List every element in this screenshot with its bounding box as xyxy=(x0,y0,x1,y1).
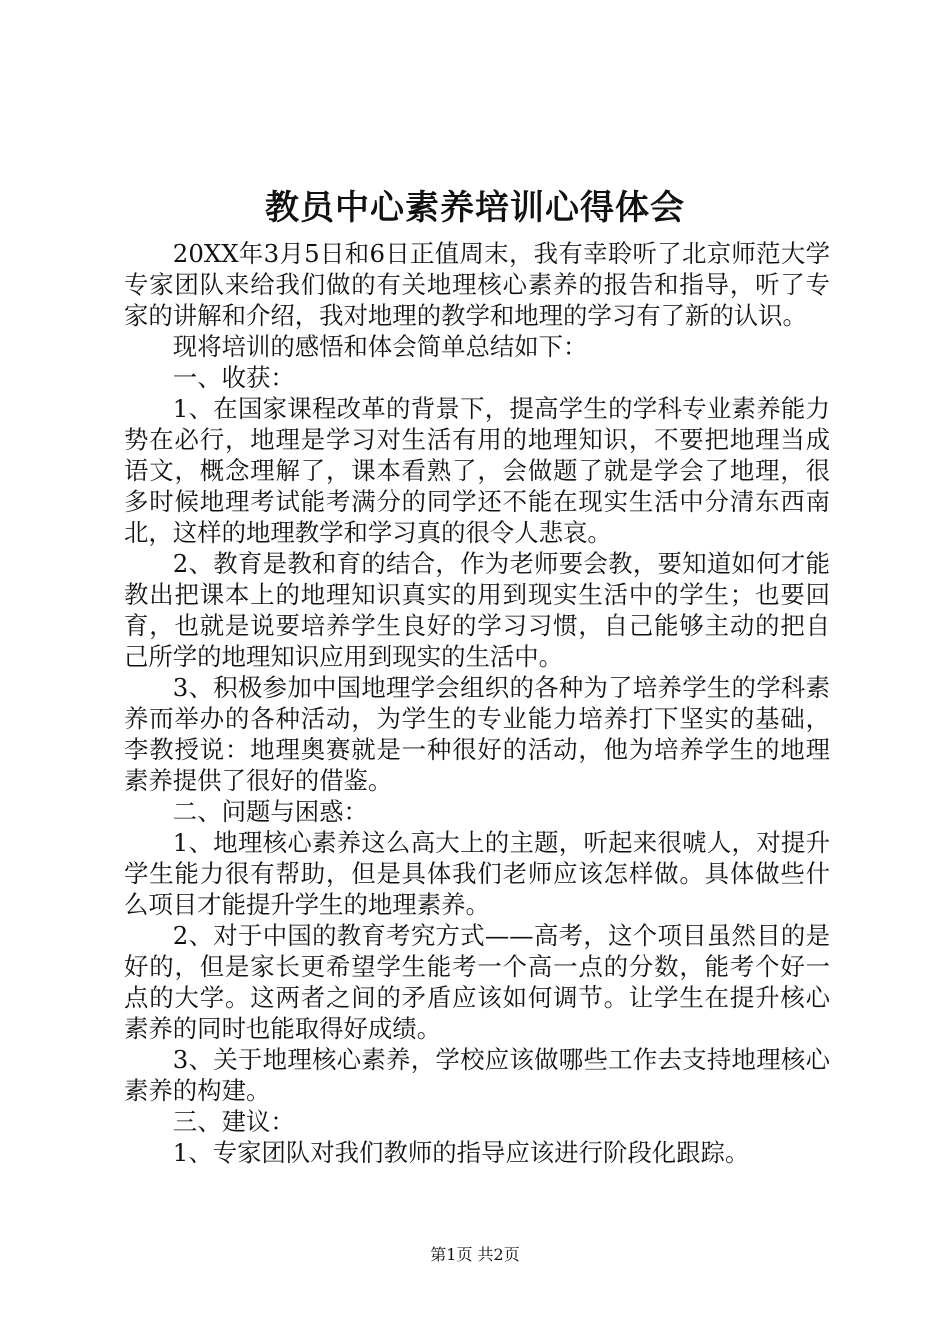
paragraph-suggestion-1: 1、专家团队对我们教师的指导应该进行阶段化跟踪。 xyxy=(172,1138,750,1167)
page-footer: 第1页 共2页 xyxy=(430,1245,520,1264)
section-heading-suggestions: 三、建议： xyxy=(172,1107,295,1136)
paragraph-gain-1: 1、在国家课程改革的背景下，提高学生的学科专业素养能力势在必行，地理是学习对生活有用的地理知识，不要把地理当成语文，概念理解了，课本看熟了，会做题了就是学会了地理，很多时候地理考试能考满分的同学还不能在现实生活中分清东西南北，这样的地理教学和学习真的很令人悲哀。 xyxy=(124,394,830,547)
paragraph-problem-3: 3、关于地理核心素养，学校应该做哪些工作去支持地理核心素养的构建。 xyxy=(124,1045,830,1105)
section-heading-gains: 一、收获： xyxy=(172,363,295,392)
document-body xyxy=(124,238,830,1168)
paragraph-intro: 20XX年3月5日和6日正值周末，我有幸聆听了北京师范大学专家团队来给我们做的有关地理核心素养的报告和指导，听了专家的讲解和介绍，我对地理的教学和地理的学习有了新的认识。 xyxy=(124,239,830,330)
document-title: 教员中心素养培训心得体会 xyxy=(265,188,685,228)
section-heading-problems: 二、问题与困惑： xyxy=(172,797,368,826)
paragraph-gain-3: 3、积极参加中国地理学会组织的各种为了培养学生的学科素养而举办的各种活动，为学生的专业能力培养打下坚实的基础，李教授说：地理奥赛就是一种很好的活动，他为培养学生的地理素养提供了很好的借鉴。 xyxy=(124,673,830,795)
paragraph-gain-2: 2、教育是教和育的结合，作为老师要会教，要知道如何才能教出把课本上的地理知识真实的用到现实生活中的学生；也要回育，也就是说要培养学生良好的学习习惯，自己能够主动的把自己所学的地理知识应用到现实的生活中。 xyxy=(124,549,830,671)
paragraph-problem-1: 1、地理核心素养这么高大上的主题，听起来很唬人，对提升学生能力很有帮助，但是具体我们老师应该怎样做。具体做些什么项目才能提升学生的地理素养。 xyxy=(124,828,830,919)
paragraph-summary-lead: 现将培训的感悟和体会简单总结如下： xyxy=(172,332,588,361)
paragraph-problem-2: 2、对于中国的教育考究方式——高考，这个项目虽然目的是好的，但是家长更希望学生能考一个高一点的分数，能考个好一点的大学。这两者之间的矛盾应该如何调节。让学生在提升核心素养的同时也能取得好成绩。 xyxy=(124,921,830,1043)
